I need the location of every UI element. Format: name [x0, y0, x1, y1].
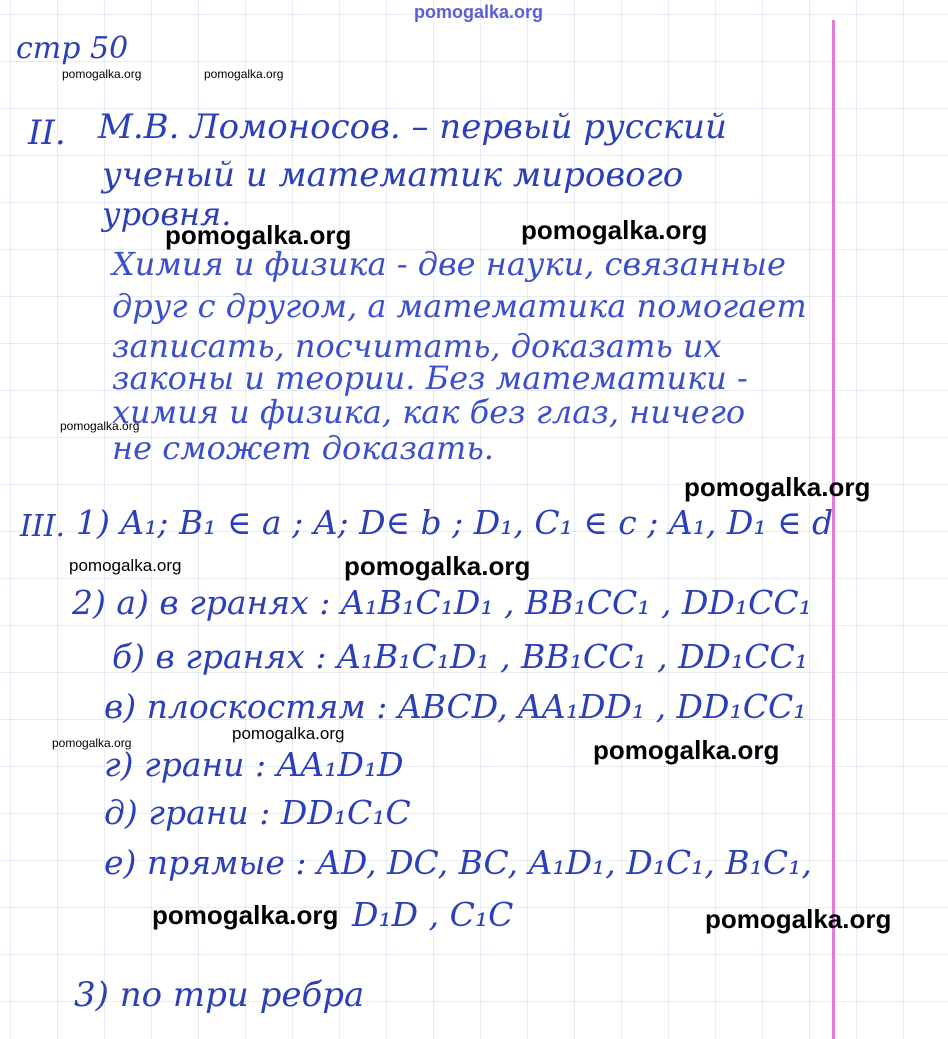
answer-2g: г) грани : AA₁D₁D: [104, 745, 404, 784]
section-2-line: друг с другом, а математика помогает: [112, 287, 807, 325]
answer-2v: в) плоскостям : ABCD, AA₁DD₁ , DD₁CC₁: [104, 687, 807, 726]
section-2-line: записать, посчитать, доказать их: [112, 327, 722, 365]
watermark: pomogalka.org: [521, 215, 708, 245]
watermark: pomogalka.org: [344, 551, 531, 581]
answer-2b: б) в гранях : A₁B₁C₁D₁ , BB₁CC₁ , DD₁CC₁: [112, 637, 808, 676]
section-2-line: уровня.: [102, 195, 232, 233]
watermark: pomogalka.org: [69, 556, 182, 575]
watermark: pomogalka.org: [232, 724, 345, 743]
answer-2a: 2) а) в гранях : A₁B₁C₁D₁ , BB₁CC₁ , DD₁CC₁: [72, 583, 812, 622]
answer-2e-continued: D₁D , C₁C: [352, 895, 514, 934]
answer-2d: д) грани : DD₁C₁C: [104, 793, 411, 832]
watermark-top: pomogalka.org: [414, 2, 544, 22]
watermark: pomogalka.org: [705, 904, 892, 934]
watermark: pomogalka.org: [593, 735, 780, 765]
section-2-line: законы и теории. Без математики -: [112, 359, 748, 397]
watermark: pomogalka.org: [62, 67, 142, 81]
section-2-line: не сможет доказать.: [112, 429, 494, 467]
watermark: pomogalka.org: [52, 736, 132, 750]
section-2-line: М.В. Ломоносов. – первый русский: [98, 107, 727, 147]
page-reference: стр 50: [16, 31, 129, 66]
section-2-marker: II.: [28, 113, 66, 153]
answer-2e: е) прямые : AD, DC, BC, A₁D₁, D₁C₁, B₁C₁,: [104, 843, 812, 882]
section-3-marker: III.: [20, 509, 66, 544]
watermark: pomogalka.org: [165, 220, 352, 250]
section-2-line: химия и физика, как без глаз, ничего: [112, 393, 746, 431]
watermark: pomogalka.org: [204, 67, 284, 81]
section-2-line: Химия и физика - две науки, связанные: [112, 245, 786, 283]
watermark: pomogalka.org: [60, 419, 140, 433]
answer-1: 1) A₁; B₁ ∈ a ; A; D∈ b ; D₁, C₁ ∈ c ; A₁, D₁ ∈ d: [76, 503, 834, 542]
answer-3: 3) по три ребра: [74, 975, 365, 1015]
watermark: pomogalka.org: [152, 900, 339, 930]
watermark: pomogalka.org: [684, 472, 871, 502]
section-2-line: ученый и математик мирового: [102, 155, 684, 195]
